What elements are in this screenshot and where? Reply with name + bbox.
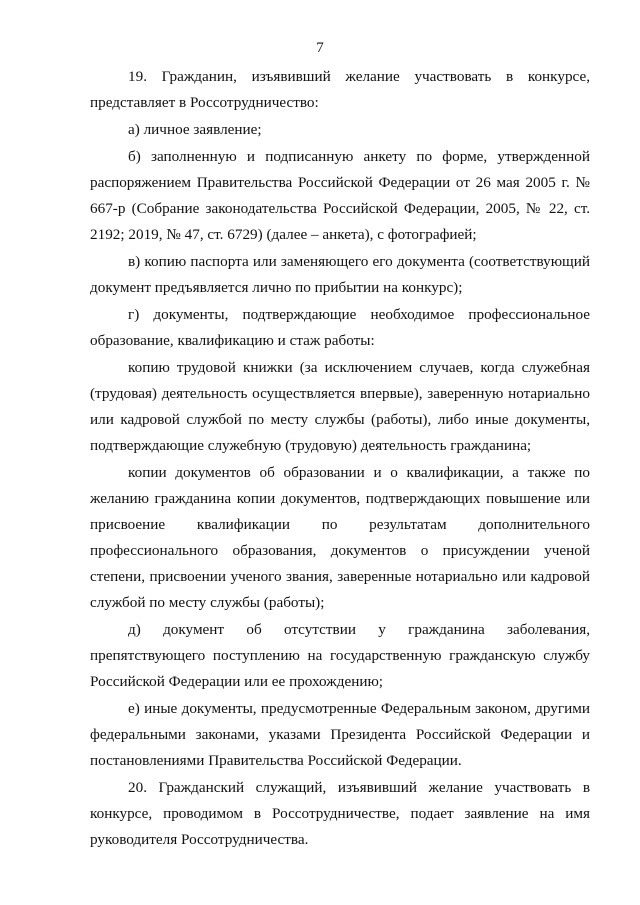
paragraph-work-book: копию трудовой книжки (за исключением случаев, когда служебная (трудовая) деятельность осуществляется впервые), заверенную нотариально или кадровой службой по месту службы (работы), либо иные документы, подтверждающие служебную (трудовую) деятельность гражданина;: [90, 359, 590, 454]
paragraph-item-e: е) иные документы, предусмотренные Федеральным законом, другими федеральными законами, указами Президента Российской Федерации и постановлениями Правительства Российской Федерации.: [90, 700, 590, 769]
paragraph-education-docs: копии документов об образовании и о квалификации, а также по желанию гражданина копии документов, подтверждающих повышение или присвоение квалификации по результатам дополнительного профессионального образования, документов о присуждении ученой степени, присвоении ученого звания, заверенные нотариально или кадровой службой по месту службы (работы);: [90, 464, 590, 611]
paragraph-19: 19. Гражданин, изъявивший желание участвовать в конкурсе, представляет в Россотрудничество:: [90, 68, 590, 111]
paragraph-item-b: б) заполненную и подписанную анкету по форме, утвержденной распоряжением Правительства Российской Федерации от 26 мая 2005 г. № 667-р (Собрание законодательства Российской Федерации, 2005, № 22, ст. 2192; 2019, № 47, ст. 6729) (далее – анкета), с фотографией;: [90, 148, 590, 243]
paragraph-20: 20. Гражданский служащий, изъявивший желание участвовать в конкурсе, проводимом в Россотрудничестве, подает заявление на имя руководителя Россотрудничества.: [90, 779, 590, 848]
paragraph-item-a: а) личное заявление;: [128, 121, 262, 138]
paragraph-item-d: д) документ об отсутствии у гражданина заболевания, препятствующего поступлению на государственную гражданскую службу Российской Федерации или ее прохождению;: [90, 621, 590, 690]
page-number: 7: [316, 40, 324, 56]
paragraph-item-v: в) копию паспорта или заменяющего его документа (соответствующий документ предъявляется лично по прибытии на конкурс);: [90, 253, 590, 296]
paragraph-item-g: г) документы, подтверждающие необходимое профессиональное образование, квалификацию и стаж работы:: [90, 306, 590, 349]
document-body: [90, 64, 590, 853]
